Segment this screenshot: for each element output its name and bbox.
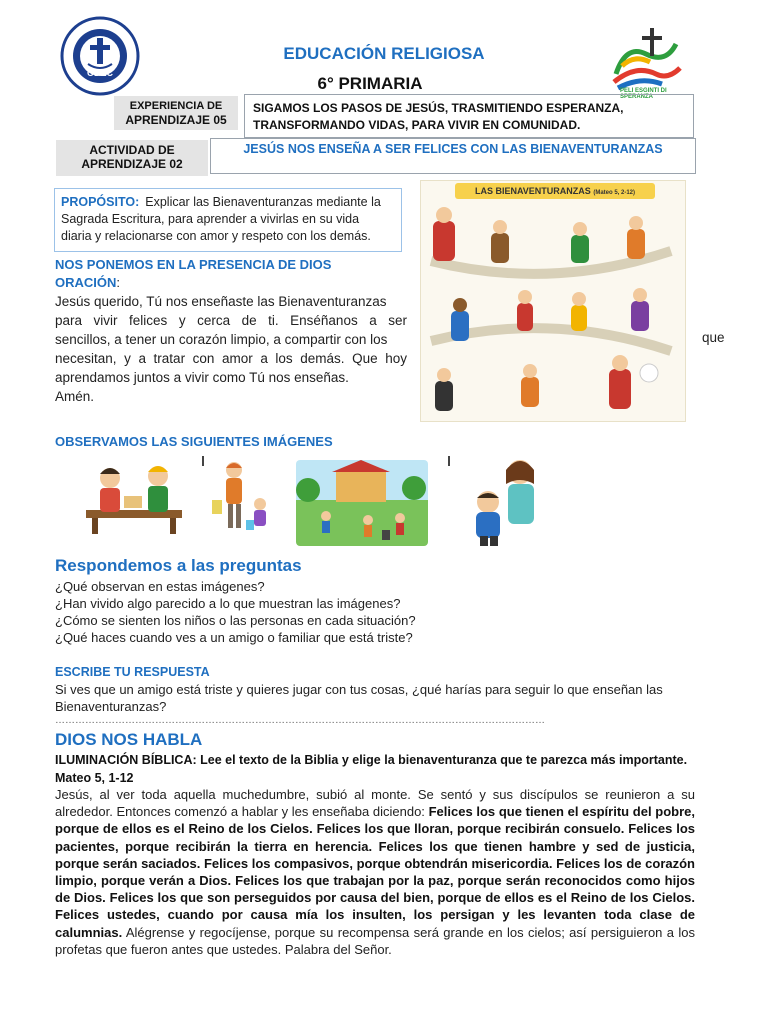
respuesta-answer-line[interactable]: ………………………………………………………………………………………………………………………………… <box>55 715 545 726</box>
oracion-line4: necesitan, y a tratar con amor a los demás. Que hoy <box>55 351 407 366</box>
oracion-heading-line1: NOS PONEMOS EN LA PRESENCIA DE DIOS <box>55 257 332 272</box>
respuesta-line2: Bienaventuranzas? <box>55 699 167 714</box>
separator-mark-1 <box>202 456 204 466</box>
dios-bible-text <box>55 786 695 958</box>
actividad-title <box>210 138 696 174</box>
dios-intro: Jesús, al ver toda aquella muchedumbre, subió al monte. Se sentó y sus discípulos se reunieron a su alrededor. Entonces comenzó a hablar y les enseñaba diciendo: <box>55 787 695 820</box>
experiencia-label <box>114 96 238 130</box>
pregunta-2: ¿Han vivido algo parecido a lo que muestran las imágenes? <box>55 596 401 611</box>
actividad-title-text: JESÚS NOS ENSEÑA A SER FELICES CON LAS BIENAVENTURANZAS <box>243 142 663 156</box>
actividad-label <box>56 140 208 176</box>
poster-illustration <box>421 201 686 422</box>
oracion-heading-line2 <box>55 275 120 290</box>
actividad-label-line2: APRENDIZAJE 02 <box>81 157 183 171</box>
subject-title: EDUCACIÓN RELIGIOSA <box>283 44 485 63</box>
dios-closing: Alégrense y regocíjense, porque su recompensa será grande en los cielos; así persiguieron a los profetas que fueron antes que ustedes. Palabra del Señor. <box>55 924 695 957</box>
oracion-line2: para vivir felices y cerca de ti. Enséñanos a ser <box>55 313 407 328</box>
grade-title: 6° PRIMARIA <box>317 74 423 93</box>
proposito-label: PROPÓSITO: <box>61 195 140 209</box>
oracion-line6: Amén. <box>55 389 95 404</box>
respuesta-heading: ESCRIBE TU RESPUESTA <box>55 665 210 679</box>
experiencia-label-line2: APRENDIZAJE 05 <box>125 113 227 127</box>
oracion-heading-colon: : <box>116 275 121 290</box>
pregunta-1: ¿Qué observan en estas imágenes? <box>55 579 265 594</box>
dios-beatitudes: Felices los que tienen el espíritu del pobre, porque de ellos es el Reino de los Cielos. Felices los que lloran, porque recibirán consuelo. Felices los pacientes, porque recibirán la tierra en herencia. Felices los que tienen hambre y sed de justicia, porque serán saciados. Felices los compasivos, porque obtendrán misericordia. Felices los de corazón limpio, porque verán a Dios. Felices los que trabajan por la paz, porque serán reconocidos como hijos de Dios. Felices los que son perseguidos por causa del bien, porque de ellos es el Reino de los Cielos. Felices ustedes, cuando por causa mía los insulten, los persigan y les levanten toda clase de calumnias. <box>55 804 695 940</box>
oracion-line1: Jesús querido, Tú nos enseñaste las Bienaventuranzas <box>55 294 387 309</box>
preguntas-list <box>55 578 695 646</box>
proposito-line2: Sagrada Escritura, para aprender a vivirlas en su vida <box>61 212 360 226</box>
separator-mark-2 <box>448 456 450 466</box>
image-park-cleaning <box>296 460 428 546</box>
pregunta-3: ¿Cómo se sienten los niños o las personas en cada situación? <box>55 613 416 628</box>
poster-title-banner <box>455 183 655 199</box>
dios-reference: Mateo 5, 1-12 <box>55 771 134 785</box>
image-mother-child-shopping <box>206 460 276 540</box>
odec-logo-text: ODEC <box>86 68 113 78</box>
proposito-line3: diaria y relacionarse con amor y respeto con los demás. <box>61 229 371 243</box>
dios-instruction: ILUMINACIÓN BÍBLICA: Lee el texto de la Biblia y elige la bienaventuranza que te parezca más importante. <box>55 753 688 767</box>
poster-title: LAS BIENAVENTURANZAS <box>474 186 591 196</box>
oracion-body <box>55 292 407 406</box>
respuesta-line1: Si ves que un amigo está triste y quieres jugar con tus cosas, ¿qué harías para seguir lo que enseñan las <box>55 682 663 697</box>
actividad-label-line1: ACTIVIDAD DE <box>89 143 175 157</box>
image-children-sharing <box>78 460 190 538</box>
respuesta-prompt <box>55 681 715 715</box>
oracion-heading-text: ORACIÓN <box>55 275 117 290</box>
proposito-line1: Explicar las Bienaventuranzas mediante la <box>145 195 381 209</box>
image-comforting-child <box>460 454 552 548</box>
pregunta-4: ¿Qué haces cuando ves a un amigo o familiar que está triste? <box>55 630 413 645</box>
observamos-heading: OBSERVAMOS LAS SIGUIENTES IMÁGENES <box>55 434 333 449</box>
experiencia-title-line1: SIGAMOS LOS PASOS DE JESÚS, TRASMITIENDO ESPERANZA, <box>253 101 624 115</box>
experiencia-label-line1: EXPERIENCIA DE <box>129 100 223 112</box>
proposito-box <box>54 188 402 252</box>
beatitudes-poster <box>420 180 686 422</box>
experiencia-title-line2: TRANSFORMANDO VIDAS, PARA VIVIR EN COMUNIDAD. <box>253 118 581 132</box>
dios-heading: DIOS NOS HABLA <box>55 730 203 749</box>
oracion-line5: aprendamos juntos a vivir como Tú nos enseñas. <box>55 370 349 385</box>
preguntas-heading: Respondemos a las preguntas <box>55 556 302 575</box>
oracion-line3-tail: que <box>702 330 725 345</box>
poster-ref: (Mateo 5, 2-12) <box>593 190 636 196</box>
oracion-line3: sencillos, a tener un corazón limpio, a compartir con los <box>55 332 388 347</box>
jubilee-logo-text: PELI ESGINTI DI SPERANZA <box>620 88 667 100</box>
experiencia-title <box>244 94 694 138</box>
